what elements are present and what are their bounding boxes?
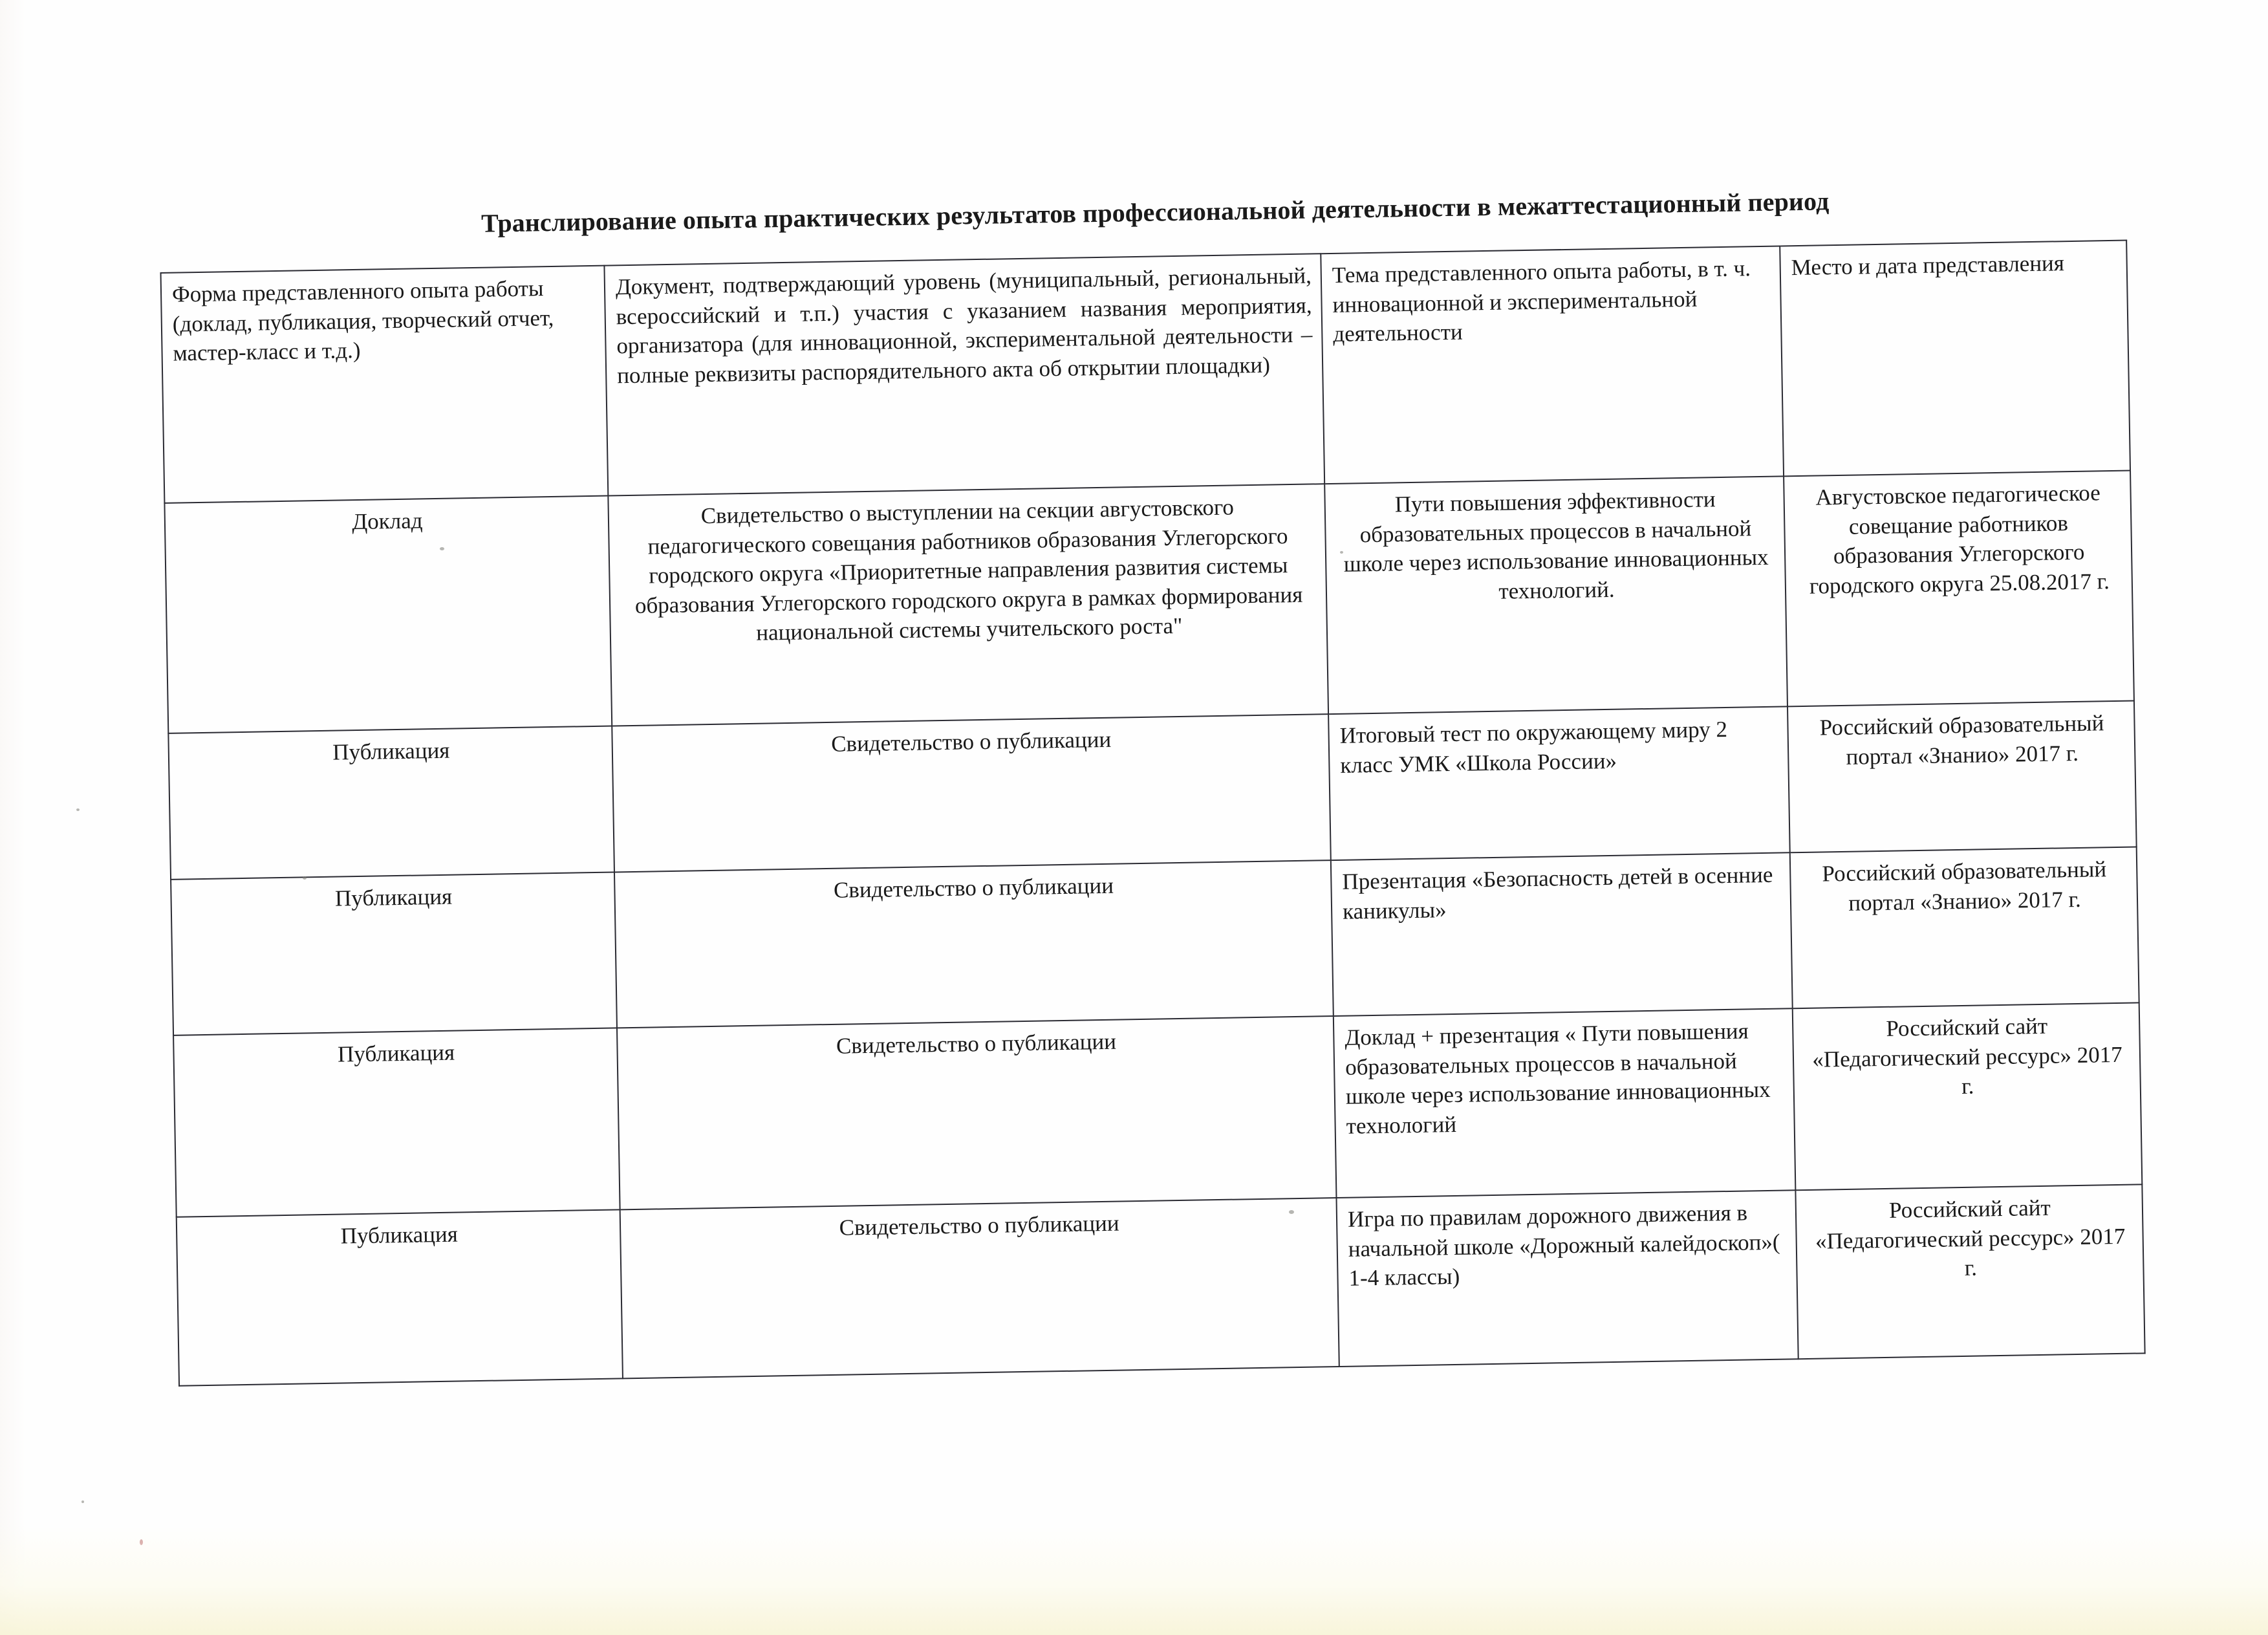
table-row: [173, 1002, 2142, 1217]
cell-topic: Итоговый тест по окружающему миру 2 класс УМК «Школа России»: [1328, 706, 1790, 860]
cell-document: Свидетельство о публикации: [617, 1016, 1337, 1209]
column-header-document: Документ, подтверждающий уровень (муниципальный, региональный, всероссийский и т.п.) участия с указанием названия мероприятия, организатора (для инновационной, экспериментальной деятельности – полные реквизиты распорядительного акта об открытии площадки): [604, 254, 1324, 495]
cell-form: Публикация: [171, 872, 617, 1035]
cell-document: Свидетельство о публикации: [614, 860, 1334, 1028]
cell-document: Свидетельство о публикации: [612, 714, 1331, 872]
table-row: [177, 1184, 2145, 1385]
cell-document: Свидетельство о публикации: [620, 1198, 1339, 1378]
column-header-place-date: Место и дата представления: [1780, 241, 2130, 477]
cell-form: Доклад: [164, 496, 612, 733]
cell-topic: Доклад + презентация « Пути повышения образовательных процессов в начальной школе через использование инновационных технологий: [1334, 1008, 1796, 1198]
cell-place-date: Российский образовательный портал «Знанио» 2017 г.: [1790, 847, 2139, 1008]
cell-form: Публикация: [168, 726, 614, 879]
scan-speck: [76, 808, 80, 811]
table-row: [164, 471, 2133, 733]
cell-topic: Презентация «Безопасность детей в осенние каникулы»: [1331, 852, 1793, 1016]
scan-speck: [81, 1500, 84, 1503]
cell-form: Публикация: [173, 1028, 620, 1217]
scan-edge-shading-bottom: [0, 1525, 2268, 1635]
column-header-form: Форма представленного опыта работы (доклад, публикация, творческий отчет, мастер-класс и т.д.): [161, 266, 609, 503]
cell-place-date: Российский сайт «Педагогический рессурс» 2017 г.: [1795, 1184, 2144, 1359]
cell-place-date: Августовское педагогическое совещание работников образования Углегорского городского округа 25.08.2017 г.: [1784, 471, 2134, 707]
cell-topic: Пути повышения эффективности образовательных процессов в начальной школе через использование инновационных технологий.: [1324, 476, 1787, 714]
experience-dissemination-table: [160, 240, 2146, 1387]
scan-edge-shading-left: [0, 0, 26, 1635]
table-header-row: [161, 241, 2130, 503]
cell-place-date: Российский сайт «Педагогический рессурс» 2017 г.: [1793, 1002, 2143, 1190]
cell-topic: Игра по правилам дорожного движения в начальной школе «Дорожный калейдоскоп»( 1-4 классы): [1336, 1190, 1798, 1367]
page-title: Транслирование опыта практических результатов профессиональной деятельности в межаттестационный период: [481, 186, 1830, 238]
document-body: [159, 181, 2144, 1387]
scan-speck: [140, 1539, 143, 1545]
cell-place-date: Российский образовательный портал «Знанио» 2017 г.: [1787, 700, 2137, 852]
cell-form: Публикация: [177, 1209, 623, 1385]
column-header-topic: Тема представленного опыта работы, в т. ч. инновационной и экспериментальной деятельности: [1321, 246, 1784, 484]
cell-document: Свидетельство о выступлении на секции августовского педагогического совещания работников образования Углегорского городского округа «Приоритетные направления развития системы образования Углегорского городского округа в рамках формирования национальной системы учительского роста": [608, 484, 1328, 726]
